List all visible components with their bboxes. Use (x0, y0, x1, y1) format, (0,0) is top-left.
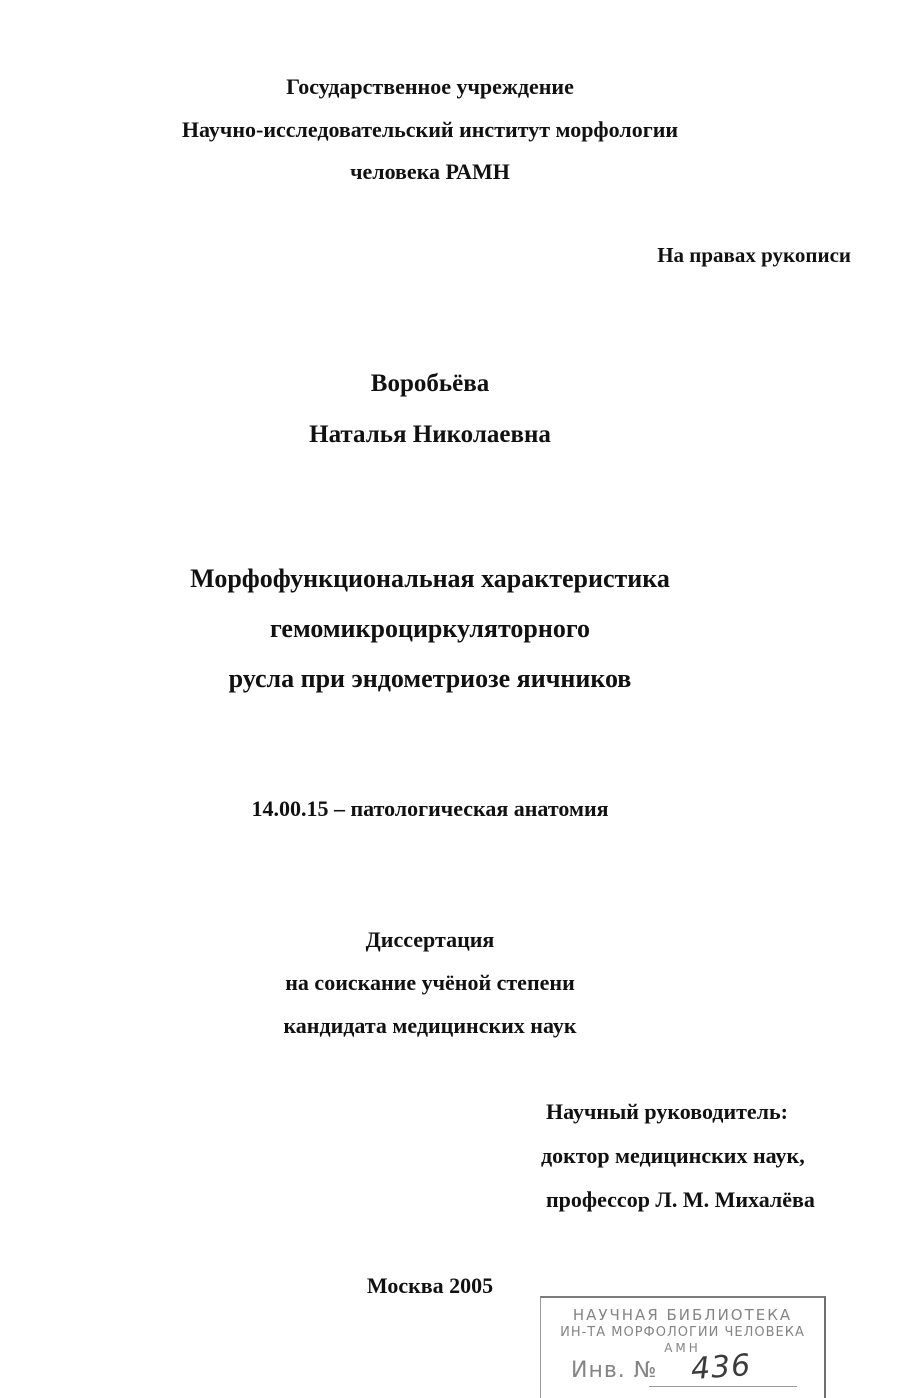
stamp-institute-name: ИН-ТА МОРФОЛОГИИ ЧЕЛОВЕКА (560, 1325, 805, 1340)
title-line-1: Морфофункциональная характеристика (190, 564, 670, 593)
stamp-inventory-label: Инв. № (571, 1358, 658, 1383)
manuscript-note: На правах рукописи (657, 243, 851, 267)
institution-line-3: человека РАМН (350, 159, 510, 184)
library-stamp (540, 1296, 826, 1398)
stamp-academy: АМН (664, 1341, 701, 1355)
author-given-names: Наталья Николаевна (309, 421, 551, 448)
degree-line-2: на соискание учёной степени (285, 970, 575, 995)
title-line-3: русла при эндометриозе яичников (228, 664, 632, 693)
title-line-2: гемомикроциркуляторного (269, 614, 591, 643)
city-year: Москва 2005 (366, 1273, 494, 1298)
institution-line-1: Государственное учреждение (286, 74, 574, 99)
inventory-number: 436 (689, 1347, 753, 1388)
degree-line-3: кандидата медицинских наук (283, 1013, 577, 1038)
specialty-code: 14.00.15 – патологическая анатомия (251, 796, 609, 821)
stamp-library-name: НАУЧНАЯ БИБЛИОТЕКА (572, 1306, 793, 1324)
institution-line-2: Научно-исследовательский институт морфологии (181, 117, 679, 142)
stamp-underline (649, 1386, 797, 1387)
author-surname: Воробьёва (370, 370, 490, 397)
degree-line-1: Диссертация (365, 927, 495, 952)
supervisor-heading: Научный руководитель: (546, 1099, 788, 1124)
supervisor-degree: доктор медицинских наук, (541, 1143, 805, 1168)
supervisor-name: профессор Л. М. Михалёва (546, 1187, 815, 1212)
